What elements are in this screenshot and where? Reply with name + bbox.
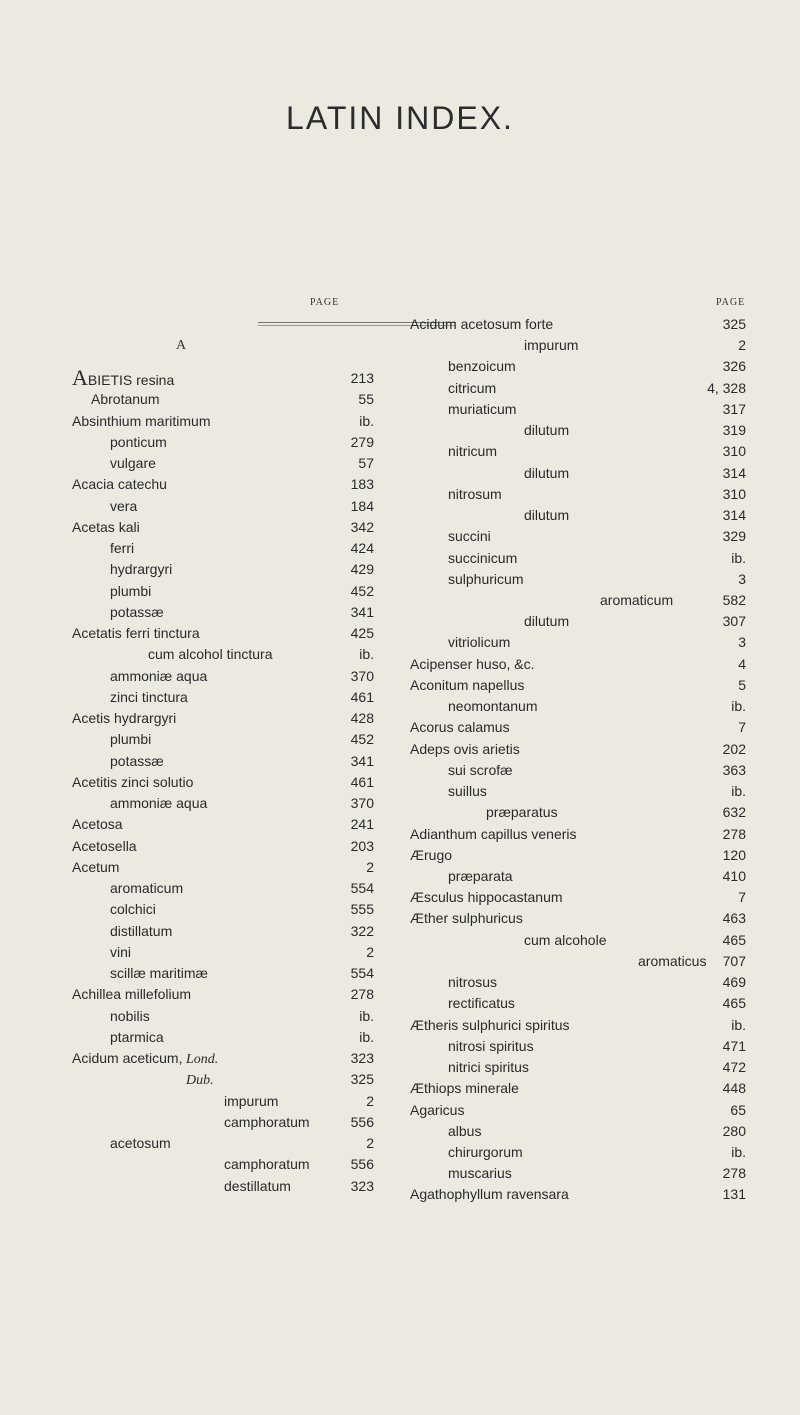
- entry-page: 4: [738, 655, 746, 672]
- entry-page: 469: [722, 974, 746, 991]
- index-entry: [72, 813, 374, 835]
- index-entry: [410, 971, 746, 993]
- entry-page: 363: [722, 761, 746, 778]
- index-entry: [72, 643, 374, 665]
- entry-term: chirurgorum: [448, 1143, 523, 1160]
- index-entry: [410, 504, 746, 526]
- entry-term: plumbi: [110, 731, 152, 748]
- entry-term: nitrosus: [448, 974, 498, 991]
- entry-term: succinicum: [448, 549, 518, 566]
- index-entry: [410, 313, 746, 335]
- index-entry: [410, 1077, 746, 1099]
- entry-page: 323: [350, 1177, 374, 1194]
- entry-term: cum alcohol tinctura: [148, 646, 273, 663]
- entry-page: ib.: [359, 646, 374, 663]
- index-entry: [410, 1162, 746, 1184]
- entry-page: 370: [350, 667, 374, 684]
- entry-page: 241: [350, 816, 374, 833]
- entry-page: 213: [350, 370, 374, 386]
- index-entry: [72, 856, 374, 878]
- entry-page: 325: [350, 1071, 374, 1088]
- entry-page: 314: [722, 507, 746, 524]
- index-entry: [72, 983, 374, 1005]
- entry-page: 2: [366, 943, 374, 960]
- entry-page: 310: [722, 443, 746, 460]
- entry-term: ptarmica: [110, 1028, 164, 1045]
- entry-term: Acetas kali: [72, 518, 140, 535]
- index-entry: [72, 665, 374, 687]
- entry-term: Æther sulphuricus: [410, 910, 523, 927]
- entry-page: 471: [722, 1037, 746, 1054]
- entry-page: 329: [722, 528, 746, 545]
- entry-page: 554: [350, 880, 374, 896]
- entry-page: 424: [350, 540, 374, 556]
- entry-page: 465: [722, 931, 746, 948]
- entry-term: Aconitum napellus: [410, 676, 525, 693]
- entry-term: præparatus: [486, 804, 558, 821]
- index-entry: [72, 601, 374, 623]
- entry-term: benzoicum: [448, 358, 516, 375]
- entry-page: 279: [350, 433, 374, 450]
- entry-page: ib.: [731, 698, 746, 715]
- entry-term: Adeps ovis arietis: [410, 740, 520, 757]
- index-entry: [72, 877, 374, 899]
- entry-term: Acidum acetosum forte: [410, 316, 554, 332]
- index-entry: [72, 728, 374, 750]
- entry-term: Æthiops minerale: [410, 1080, 519, 1097]
- index-entry: [410, 355, 746, 377]
- entry-page: 556: [350, 1113, 374, 1130]
- index-entry: [72, 537, 374, 559]
- index-entry: [72, 1111, 374, 1133]
- entry-term: ammoniæ aqua: [110, 795, 208, 811]
- entry-page: 582: [722, 591, 746, 608]
- entry-page: 461: [350, 773, 374, 790]
- entry-term: albus: [448, 1122, 482, 1139]
- entry-term: dilutum: [524, 507, 570, 524]
- index-entry: [410, 1099, 746, 1121]
- index-entry: [72, 388, 374, 410]
- entry-page: 370: [350, 795, 374, 811]
- index-entry: [410, 865, 746, 887]
- entry-page: 319: [722, 422, 746, 439]
- index-entry: [410, 1035, 746, 1057]
- entry-page: 448: [722, 1080, 746, 1097]
- entry-page: 307: [722, 613, 746, 630]
- entry-term: impurum: [224, 1092, 279, 1109]
- index-entry: [72, 495, 374, 517]
- index-entry: [72, 410, 374, 432]
- index-entry: [72, 1068, 374, 1090]
- entry-page: 57: [358, 455, 374, 471]
- entry-page: 325: [722, 316, 746, 332]
- entry-term: Æsculus hippocastanum: [410, 889, 563, 906]
- entry-term: suillus: [448, 783, 487, 800]
- index-entry: [410, 631, 746, 653]
- index-entry: [410, 929, 746, 951]
- entry-term: aromaticum: [600, 591, 674, 608]
- index-entry: [72, 622, 374, 644]
- entry-page: 2: [738, 337, 746, 354]
- entry-term: Acetatis ferri tinctura: [72, 625, 200, 641]
- entry-page: 131: [722, 1186, 746, 1203]
- entry-term: Acidum aceticum, Lond.: [72, 1050, 219, 1067]
- entry-term: aromaticum: [110, 880, 184, 896]
- entry-page: 120: [722, 846, 746, 863]
- index-entry: [72, 473, 374, 495]
- index-entry: [72, 431, 374, 453]
- index-entry: [72, 707, 374, 729]
- entry-page: 7: [738, 889, 746, 906]
- entry-page: 472: [722, 1059, 746, 1076]
- index-entry: [410, 419, 746, 441]
- index-entry: [72, 750, 374, 772]
- index-entry: [72, 898, 374, 920]
- entry-page: 342: [350, 518, 374, 535]
- entry-term: præparata: [448, 867, 513, 884]
- index-entry: [410, 1120, 746, 1142]
- entry-term: vini: [110, 943, 132, 960]
- index-entry: [72, 558, 374, 580]
- entry-term: Acetosa: [72, 816, 123, 833]
- index-entry: [410, 653, 746, 675]
- entry-term: rectificatus: [448, 995, 515, 1012]
- entry-term: nobilis: [110, 1007, 150, 1024]
- entry-page: 203: [350, 837, 374, 854]
- index-entry: [410, 1141, 746, 1163]
- entry-term: Acetosella: [72, 837, 137, 854]
- entry-term: dilutum: [524, 464, 570, 481]
- entry-term: scillæ maritimæ: [110, 965, 208, 981]
- entry-term: Acipenser huso, &c.: [410, 655, 535, 672]
- index-entry: [410, 886, 746, 908]
- entry-page: 410: [722, 867, 746, 884]
- entry-term: colchici: [110, 901, 156, 918]
- entry-term: distillatum: [110, 922, 173, 939]
- entry-term: Acetitis zinci solutio: [72, 773, 194, 790]
- index-entry: [410, 716, 746, 738]
- index-entry: [410, 1183, 746, 1205]
- entry-page: ib.: [731, 1143, 746, 1160]
- entry-term: Agaricus: [410, 1101, 465, 1118]
- index-entry: [410, 568, 746, 590]
- entry-term: vitriolicum: [448, 634, 511, 651]
- entry-term: camphoratum: [224, 1156, 310, 1173]
- entry-term: Agathophyllum ravensara: [410, 1186, 569, 1203]
- entry-page: 310: [722, 485, 746, 502]
- index-entry: [410, 823, 746, 845]
- entry-page: 452: [350, 582, 374, 599]
- entry-page: 326: [722, 358, 746, 375]
- index-entry: [410, 547, 746, 569]
- entry-term: muscarius: [448, 1165, 512, 1182]
- entry-term: acetosum: [110, 1135, 171, 1151]
- entry-page: 2: [366, 858, 374, 875]
- entry-page: 7: [738, 719, 746, 736]
- entry-term: vera: [110, 497, 138, 514]
- entry-page: 3: [738, 570, 746, 587]
- entry-term: Dub.: [186, 1073, 214, 1089]
- entry-term: destillatum: [224, 1177, 291, 1194]
- entry-term: muriaticum: [448, 400, 517, 417]
- index-entry: [72, 920, 374, 942]
- index-entry: [410, 462, 746, 484]
- right-page-header: PAGE: [716, 297, 746, 308]
- entry-term: Abrotanum: [91, 391, 160, 408]
- entry-term: dilutum: [524, 613, 570, 630]
- entry-page: 556: [350, 1156, 374, 1173]
- index-entry: [410, 377, 746, 399]
- index-entry: [72, 686, 374, 708]
- entry-page: 2: [366, 1135, 374, 1151]
- entry-page: 632: [722, 804, 746, 821]
- entry-term: impurum: [524, 337, 579, 354]
- entry-page: 65: [730, 1101, 746, 1118]
- entry-term: vulgare: [110, 455, 156, 471]
- entry-term: aromaticus: [638, 952, 707, 969]
- index-entry: [72, 962, 374, 984]
- entry-term: ponticum: [110, 433, 167, 450]
- entry-term: potassæ: [110, 752, 164, 769]
- left-page-header: PAGE: [310, 297, 340, 308]
- entry-page: 452: [350, 731, 374, 748]
- entry-page: 323: [350, 1050, 374, 1066]
- entry-term: ammoniæ aqua: [110, 667, 208, 684]
- entry-term: dilutum: [524, 422, 570, 439]
- index-entry: [72, 771, 374, 793]
- entry-page: 465: [722, 995, 746, 1012]
- entry-term: ferri: [110, 540, 135, 556]
- entry-page: 278: [722, 1165, 746, 1182]
- index-entry: [72, 1153, 374, 1175]
- entry-term: potassæ: [110, 603, 164, 620]
- index-entry: [72, 941, 374, 963]
- entry-term: Ætheris sulphurici spiritus: [410, 1016, 570, 1033]
- entry-page: 2: [366, 1092, 374, 1109]
- index-entry: [410, 483, 746, 505]
- index-entry: [72, 1005, 374, 1027]
- entry-page: 3: [738, 634, 746, 651]
- entry-page: 425: [350, 625, 374, 641]
- entry-page: 707: [722, 952, 746, 969]
- page-title: LATIN INDEX.: [286, 100, 514, 136]
- index-entry: [72, 452, 374, 474]
- entry-term: Absinthium maritimum: [72, 412, 211, 429]
- entry-term: hydrargyri: [110, 561, 173, 578]
- entry-term: Adianthum capillus veneris: [410, 825, 577, 842]
- entry-term: plumbi: [110, 582, 152, 599]
- entry-page: 555: [350, 901, 374, 918]
- entry-page: 341: [350, 603, 374, 620]
- index-entry: [410, 695, 746, 717]
- entry-page: 202: [722, 740, 746, 757]
- entry-term: citricum: [448, 379, 497, 396]
- index-entry: [410, 1056, 746, 1078]
- index-entry: [72, 835, 374, 857]
- entry-page: 5: [738, 676, 746, 693]
- entry-page: 463: [722, 910, 746, 927]
- entry-term: Ærugo: [410, 846, 453, 863]
- entry-term: ABIETIS resina: [72, 365, 175, 390]
- index-entry: [410, 950, 746, 972]
- entry-term: sui scrofæ: [448, 761, 513, 778]
- entry-page: 314: [722, 464, 746, 481]
- index-entry: [72, 1175, 374, 1197]
- index-entry: [410, 907, 746, 929]
- index-entry: [410, 1014, 746, 1036]
- index-entry: [410, 801, 746, 823]
- entry-page: 280: [722, 1122, 746, 1139]
- entry-page: 554: [350, 965, 374, 981]
- entry-page: 341: [350, 752, 374, 769]
- entry-page: 55: [358, 391, 374, 408]
- index-entry: [72, 580, 374, 602]
- index-entry: [72, 1047, 374, 1069]
- entry-term: Achillea millefolium: [72, 986, 192, 1003]
- index-entry: [72, 516, 374, 538]
- index-entry: [72, 1026, 374, 1048]
- index-entry: [72, 367, 374, 389]
- entry-term: zinci tinctura: [110, 688, 188, 705]
- entry-page: ib.: [731, 549, 746, 566]
- index-entry: [410, 780, 746, 802]
- entry-term: cum alcohole: [524, 931, 607, 948]
- entry-term: Acorus calamus: [410, 719, 510, 736]
- entry-term: Acetum: [72, 858, 120, 875]
- entry-term: Acacia catechu: [72, 476, 167, 493]
- entry-page: ib.: [359, 1028, 374, 1045]
- entry-page: 322: [350, 922, 374, 939]
- index-entry: [410, 674, 746, 696]
- index-entry: [72, 1132, 374, 1154]
- entry-page: 461: [350, 688, 374, 705]
- index-entry: [410, 844, 746, 866]
- entry-term: Acetis hydrargyri: [72, 710, 177, 726]
- index-entry: [410, 992, 746, 1014]
- entry-page: 4, 328: [707, 379, 746, 396]
- entry-page: 317: [722, 400, 746, 417]
- entry-page: 278: [722, 825, 746, 842]
- index-entry: [410, 525, 746, 547]
- entry-term: nitrosi spiritus: [448, 1037, 534, 1054]
- entry-page: 428: [350, 710, 374, 726]
- entry-term: nitrici spiritus: [448, 1059, 529, 1076]
- entry-page: ib.: [359, 1007, 374, 1024]
- index-entry: [410, 738, 746, 760]
- entry-term: sulphuricum: [448, 570, 524, 587]
- entry-page: 184: [350, 497, 374, 514]
- index-entry: [72, 1090, 374, 1112]
- index-entry: [410, 610, 746, 632]
- entry-term: nitrosum: [448, 485, 502, 502]
- entry-term: succini: [448, 528, 491, 545]
- entry-term: camphoratum: [224, 1113, 310, 1130]
- entry-page: ib.: [731, 1016, 746, 1033]
- index-entry: [72, 792, 374, 814]
- entry-term: neomontanum: [448, 698, 538, 715]
- index-entry: [410, 398, 746, 420]
- section-letter: A: [176, 338, 187, 353]
- entry-term: nitricum: [448, 443, 498, 460]
- index-entry: [410, 440, 746, 462]
- entry-page: ib.: [359, 412, 374, 429]
- index-entry: [410, 334, 746, 356]
- entry-page: ib.: [731, 783, 746, 800]
- index-entry: [410, 759, 746, 781]
- entry-page: 429: [350, 561, 374, 578]
- index-entry: [410, 589, 746, 611]
- entry-page: 183: [350, 476, 374, 493]
- entry-page: 278: [350, 986, 374, 1003]
